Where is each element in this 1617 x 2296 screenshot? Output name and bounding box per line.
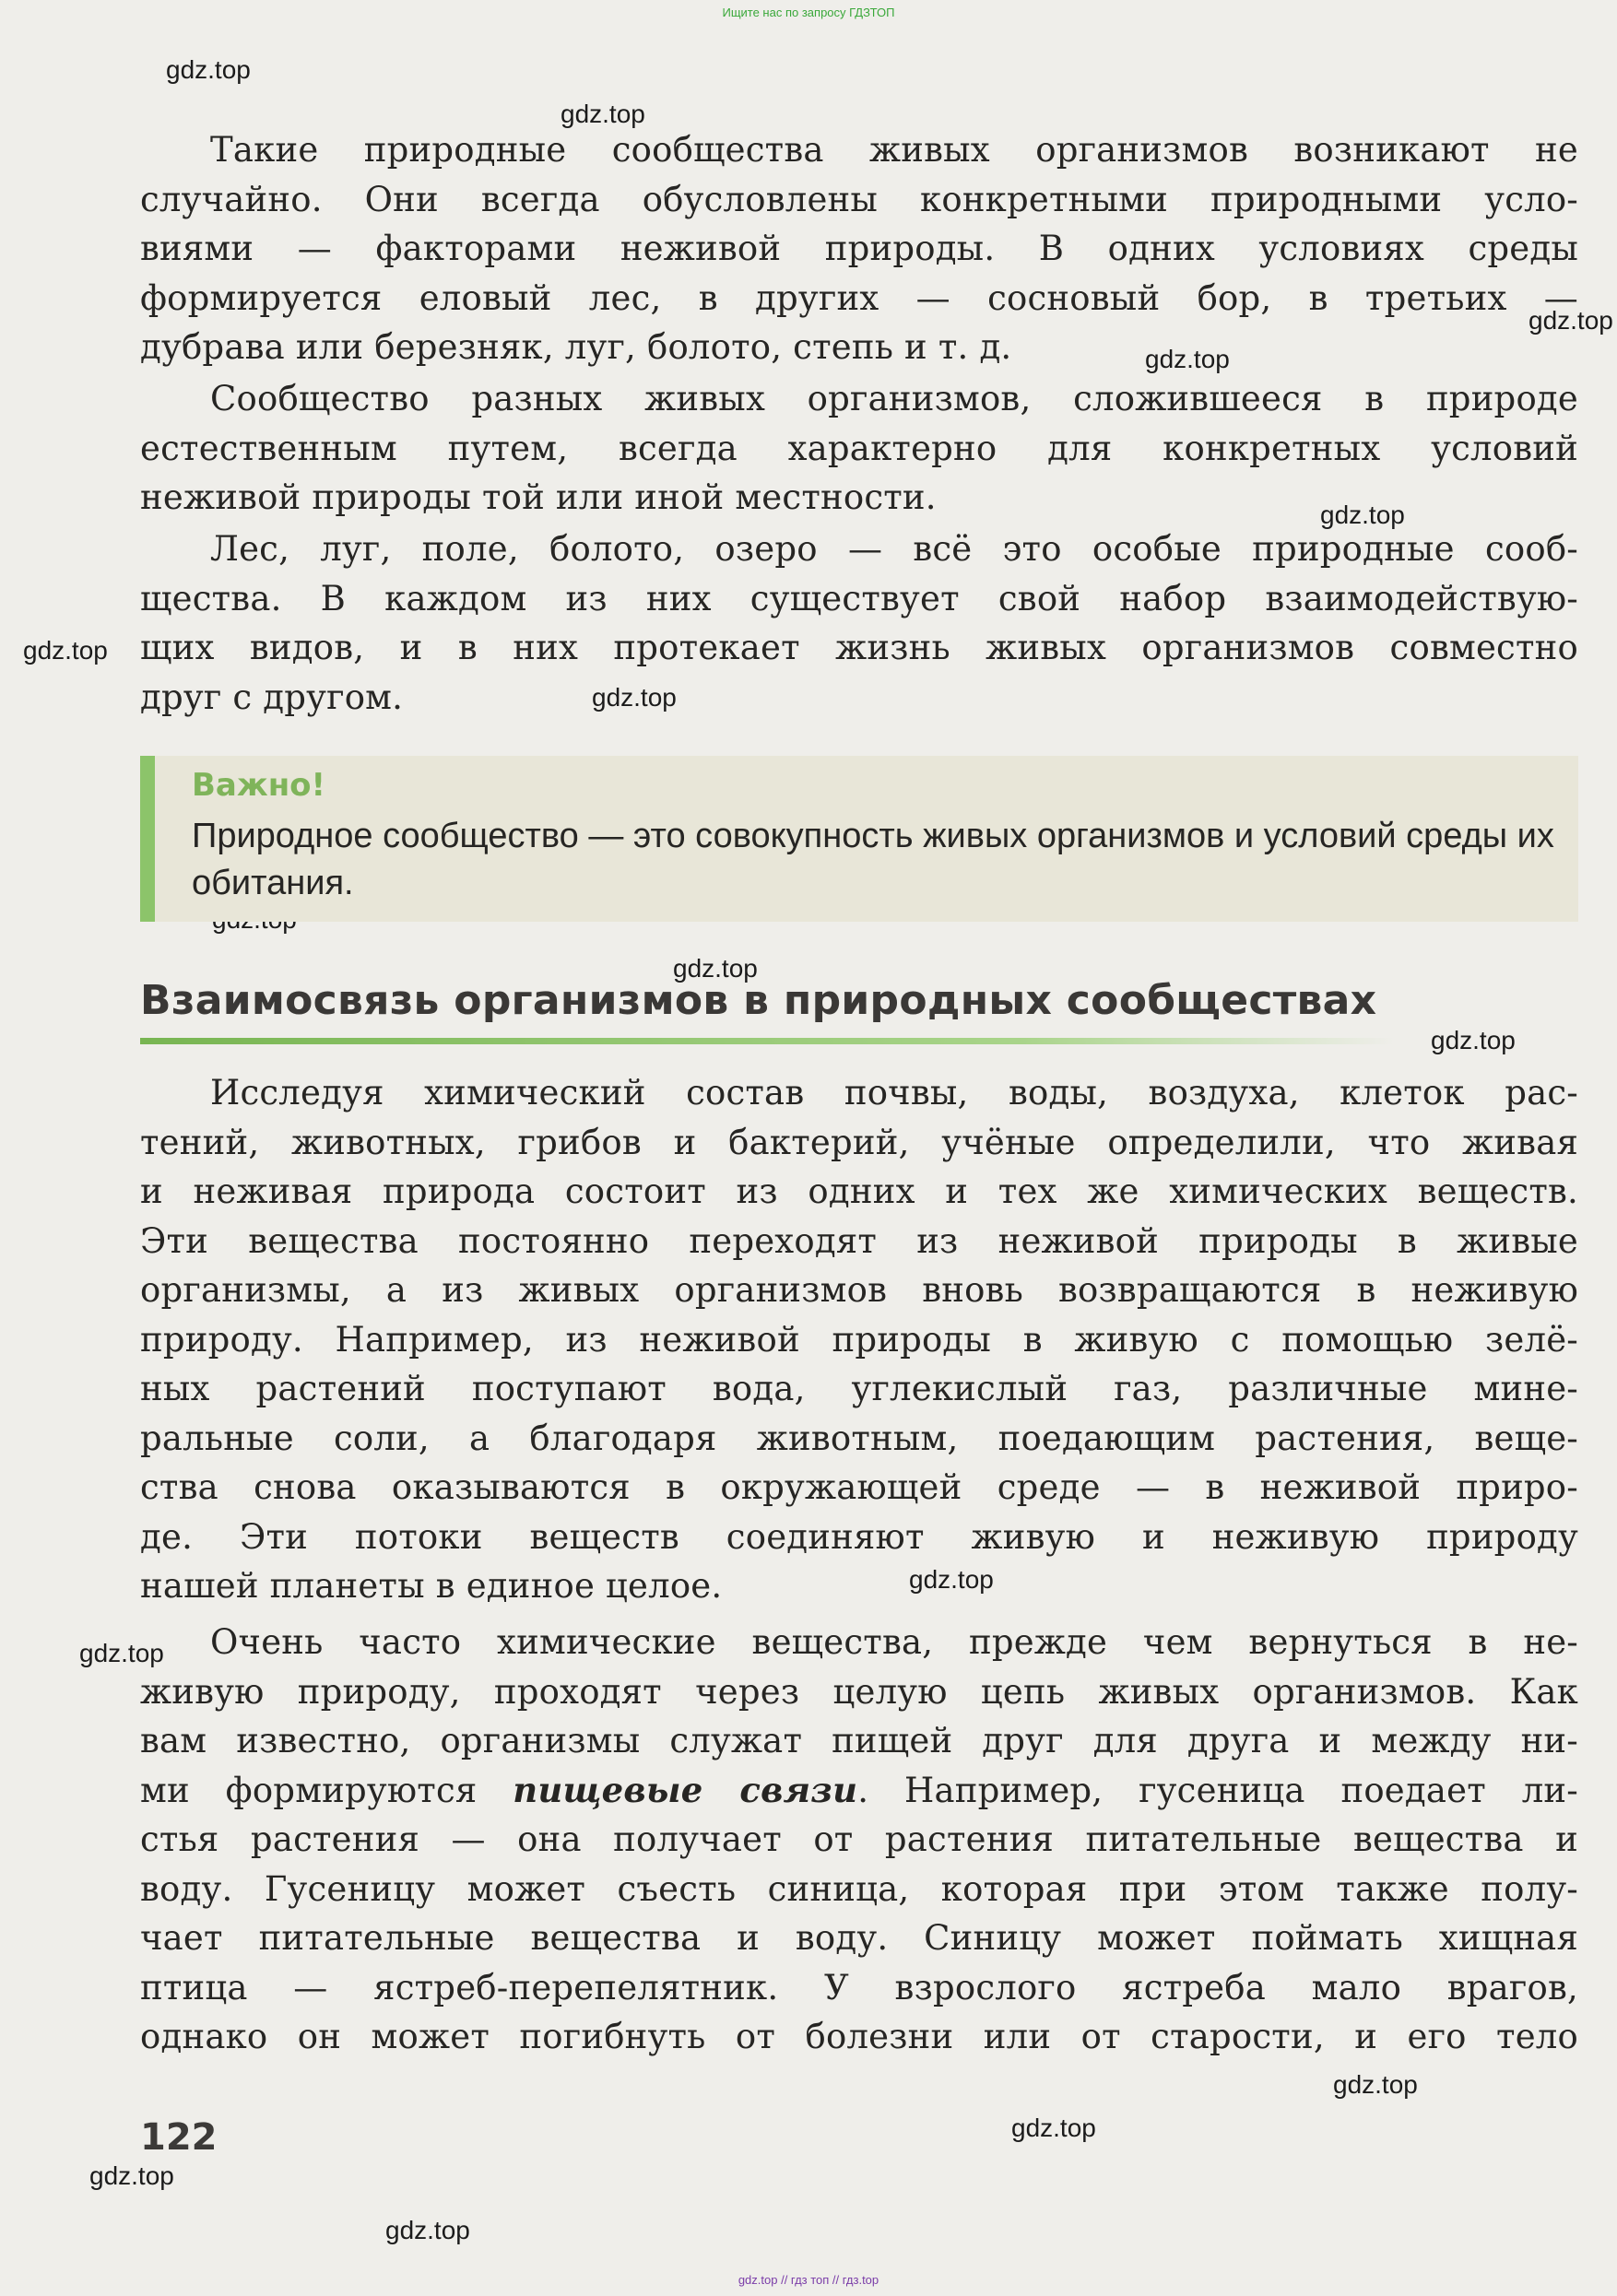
text-line: де. Эти потоки веществ соединяют живую и неживую природу [140, 1516, 1578, 1557]
important-definition: Природное сообщество — это совокупность живых организмов и условий среды их обитания. [192, 817, 1554, 902]
watermark: gdz.top [909, 1565, 994, 1594]
text-line: ства снова оказываются в окружающей среде — в неживой приро- [140, 1467, 1578, 1507]
text-line: Эти вещества постоянно переходят из неживой природы в живые [140, 1220, 1578, 1261]
page-number: 122 [140, 2116, 218, 2159]
paragraph [140, 374, 1578, 523]
text-line: однако он может погибнуть от болезни или от старости, и его тело [140, 2017, 1578, 2056]
text-line: дубрава или березняк, луг, болото, степь и т. д. [140, 327, 1012, 367]
text-line: Исследуя химический состав почвы, воды, воздуха, клеток рас- [210, 1073, 1578, 1113]
important-heading: Важно! [192, 767, 326, 804]
watermark: gdz.top [1145, 345, 1230, 373]
text-line: вам известно, организмы служат пищей друг для друга и между ни- [140, 1721, 1578, 1760]
text-line: друг с другом. [140, 677, 404, 717]
text-line: неживой природы той или иной местности. [140, 477, 937, 517]
watermark: gdz.top [166, 55, 251, 84]
text-line: Такие природные сообщества живых организмов возникают не [210, 130, 1578, 170]
text-fragment: ми формируются [140, 1770, 513, 1810]
text-line: щих видов, и в них протекает жизнь живых организмов совместно [140, 628, 1578, 667]
paragraph [140, 1618, 1578, 2062]
watermark: gdz.top [1320, 500, 1405, 529]
paragraph [140, 1068, 1578, 1611]
text-line: естественным путем, всегда характерно для конкретных условий [140, 428, 1578, 468]
text-line [140, 1766, 1578, 1816]
section-title-underline [140, 1038, 1394, 1044]
text-fragment: . Например, гусеница поедает ли- [857, 1770, 1578, 1810]
text-line: живую природу, проходят через целую цепь живых организмов. Как [140, 1671, 1578, 1712]
watermark: gdz.top [1431, 1026, 1516, 1054]
text-line: чает питательные вещества и воду. Синицу может поймать хищная [140, 1918, 1578, 1958]
text-line: ных растений поступают вода, углекислый газ, различные мине- [140, 1369, 1578, 1408]
watermark: gdz.top [592, 683, 677, 712]
text-line: щества. В каждом из них существует свой набор взаимодействую- [140, 578, 1578, 618]
bottom-banner: gdz.top // гдз топ // гдз.top [738, 2273, 879, 2287]
top-banner: Ищите нас по запросу ГДЗТОП [722, 6, 895, 19]
text-line: нашей планеты в единое целое. [140, 1566, 723, 1606]
text-line: птица — ястреб-перепелятник. У взрослого ястреба мало врагов, [140, 1967, 1578, 2008]
text-line: Сообщество разных живых организмов, сложившееся в природе [210, 379, 1578, 418]
paragraph [140, 125, 1578, 372]
text-line: природу. Например, из неживой природы в живую с помощью зелё- [140, 1319, 1578, 1360]
text-line: организмы, а из живых организмов вновь возвращаются в неживую [140, 1270, 1578, 1310]
text-line: тений, животных, грибов и бактерий, учёные определили, что живая [140, 1122, 1578, 1162]
important-note-box [140, 756, 1578, 922]
text-line: ральные соли, а благодаря животным, поедающим растения, веще- [140, 1418, 1578, 1458]
watermark: gdz.top [89, 2161, 174, 2190]
watermark: gdz.top [23, 636, 108, 665]
text-line: и неживая природа состоит из одних и тех же химических веществ. [140, 1172, 1578, 1211]
watermark: gdz.top [1333, 2070, 1418, 2099]
key-term: пищевые связи [513, 1769, 858, 1810]
text-line: случайно. Они всегда обусловлены конкретными природными усло- [140, 179, 1578, 219]
paragraph [140, 524, 1578, 722]
text-line: стья растения — она получает от растения питательные вещества и [140, 1819, 1578, 1859]
section-title: Взаимосвязь организмов в природных сообществах [140, 977, 1377, 1024]
accent-bar [140, 756, 155, 922]
watermark: gdz.top [673, 954, 758, 983]
text-line: Лес, луг, поле, болото, озеро — всё это особые природные сооб- [210, 529, 1578, 569]
text-line: формируется еловый лес, в других — сосновый бор, в третьих — [140, 277, 1578, 318]
text-line: воду. Гусеницу может съесть синица, которая при этом также полу- [140, 1868, 1578, 1909]
watermark: gdz.top [385, 2216, 470, 2244]
watermark: gdz.top [1011, 2113, 1096, 2142]
watermark: gdz.top [1528, 306, 1613, 335]
watermark: gdz.top [79, 1639, 164, 1667]
text-line: Очень часто химические вещества, прежде чем вернуться в не- [210, 1622, 1578, 1662]
watermark: gdz.top [561, 100, 645, 128]
text-line: виями — факторами неживой природы. В одних условиях среды [140, 229, 1578, 268]
